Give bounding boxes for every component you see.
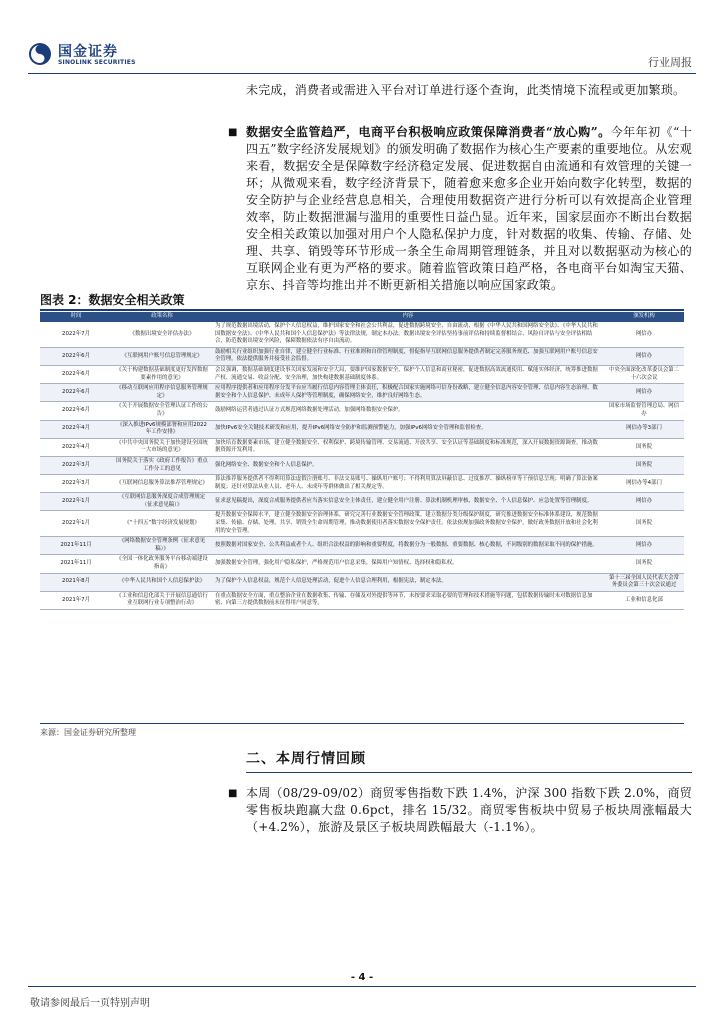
policy-table [40, 312, 684, 610]
cell-date: 2022年6月 [40, 384, 112, 402]
cell-content: 应用程序提供者和应用程序分发平台应当履行信息内容管理主体责任，积极配合国家实施网络可信身份战略，建立健全信息内容安全管理、信息内容生态治理、数据安全和个人信息保护、未成年人保护等管理制度，确保网络安全，维护良好网络生态。 [212, 384, 604, 402]
figure-title: 图表 2：数据安全相关政策 [40, 293, 185, 307]
cell-policy-name: 《工业和信息化部关于开展信息通信行业互联网行业专项整治行动》 [112, 591, 212, 609]
column-header-date: 时间 [40, 312, 112, 322]
cell-policy-name: 《中共中央国务院关于加快建设全国统一大市场的意见》 [112, 438, 212, 456]
cell-date: 2021年7月 [40, 591, 112, 609]
table-row [40, 456, 684, 474]
table-row [40, 555, 684, 573]
footer-divider [28, 986, 696, 987]
cell-issuer: 网信办等3部门 [604, 420, 684, 438]
table-row [40, 493, 684, 511]
column-header-policy: 政策名称 [112, 312, 212, 322]
cell-issuer: 网信办 [604, 537, 684, 555]
figure-source: 来源：国金证券研究所整理 [40, 728, 136, 737]
cell-content: 征求意见稿提出，深度合成服务提供者应当落实信息安全主体责任，建立健全用户注册、算法机制机理审核、数据安全、个人信息保护、应急处置等管理制度。 [212, 493, 604, 511]
cell-issuer: 网信办 [604, 384, 684, 402]
table-row [40, 365, 684, 383]
cell-content: 为了规范数据出境活动，保护个人信息权益，维护国家安全和社会公共利益，促进数据跨境安全、自由流动，根据《中华人民共和国网络安全法》、《中华人民共和国数据安全法》、《中华人民共和国个人信息保护法》等法律法规，制定本办法。数据出境安全评估坚持事前评估和持续监督相结合、风险自评估与安全评估相结合，防范数据出境安全风险，保障数据依法有序自由流动。 [212, 322, 604, 347]
cell-date: 2021年11月 [40, 537, 112, 555]
page-number: - 4 - [350, 972, 374, 983]
cell-date: 2022年1月 [40, 493, 112, 511]
cell-issuer: 国务院 [604, 511, 684, 537]
cell-content: 会议强调，数据基础制度建设事关国家发展和安全大局，要维护国家数据安全，保护个人信息和商业秘密，促进数据高效流通使用、赋能实体经济，统筹推进数据产权、流通交易、收益分配、安全治理，加快构建数据基础制度体系。 [212, 365, 604, 383]
cell-issuer: 网信办 [604, 493, 684, 511]
sinolink-logo-icon [28, 42, 52, 66]
cell-content: 加快IPv6安全关键技术研发和应用，提升IPv6网络安全防护和监测预警能力，加强IPv6网络安全管理和监督检查。 [212, 420, 604, 438]
cell-date: 2021年11月 [40, 555, 112, 573]
column-header-content: 内容 [212, 312, 604, 322]
report-type: 行业周报 [648, 56, 692, 69]
cell-policy-name: 《中华人民共和国个人信息保护法》 [112, 573, 212, 591]
paragraph-data-security [246, 124, 692, 294]
cell-issuer: 网信办等4部门 [604, 475, 684, 493]
cell-policy-name: 《“十四五”数字经济发展规划》 [112, 511, 212, 537]
table-row [40, 475, 684, 493]
cell-content: 在重点数据安全方面，重点整治企业在数据收集、传输、存储及对外提供等环节，未按要求采取必要的管理和技术措施等问题，包括数据传输时未对数据信息加密、向第三方提供数据前未征得用户同意等。 [212, 591, 604, 609]
cell-policy-name: 《互联网用户账号信息管理规定》 [112, 347, 212, 365]
cell-date: 2022年6月 [40, 402, 112, 420]
logo-english-name: SINOLINK SECURITIES [58, 59, 136, 66]
cell-policy-name: 《深入推进IPv6规模部署和应用2022年工作安排》 [112, 420, 212, 438]
cell-content: 加快培育数据要素市场，建立健全数据安全、权利保护、跨境传输管理、交易流通、开放共享、安全认证等基础制度和标准规范，深入开展数据资源调查，推动数据资源开发利用。 [212, 438, 604, 456]
cell-policy-name: 《互联网信息服务深度合成管理规定（征求意见稿）》 [112, 493, 212, 511]
cell-issuer: 国家市场监督管理总局、网信办 [604, 402, 684, 420]
cell-content: 提升数据安全保障水平，建立健全数据安全治理体系，研究完善行业数据安全管理政策。建立数据分类分级保护制度，研究推进数据安全标准体系建设，规范数据采集、传输、存储、处理、共享、销毁全生命周期管理，推动数据使用者落实数据安全保护责任。依法依规加强政务数据安全保护，做好政务数据开放和社会化利用的安全管理。 [212, 511, 604, 537]
cell-issuer: 网信办 [604, 322, 684, 347]
cell-policy-name: 《关于开展数据安全管理认证工作的公告》 [112, 402, 212, 420]
table-row [40, 384, 684, 402]
cell-date: 2022年1月 [40, 511, 112, 537]
cell-date: 2021年8月 [40, 573, 112, 591]
cell-content: 鼓励网络运营者通过认证方式规范网络数据处理活动，加强网络数据安全保护。 [212, 402, 604, 420]
figure-title-rule [40, 309, 684, 311]
cell-content: 强化网络安全、数据安全和个人信息保护。 [212, 456, 604, 474]
cell-policy-name: 《全国一体化政务服务平台移动端建设指南》 [112, 555, 212, 573]
cell-policy-name: 《移动互联网应用程序信息服务管理规定》 [112, 384, 212, 402]
table-row [40, 438, 684, 456]
table-row [40, 322, 684, 347]
column-header-issuer: 颁发机构 [604, 312, 684, 322]
cell-issuer: 国务院 [604, 555, 684, 573]
cell-date: 2022年3月 [40, 456, 112, 474]
cell-content: 为了保护个人信息权益，规范个人信息处理活动，促进个人信息合理利用，根据宪法，制定本法。 [212, 573, 604, 591]
table-row [40, 537, 684, 555]
table-row [40, 573, 684, 591]
cell-date: 2022年4月 [40, 438, 112, 456]
paragraph-body: 今年年初《“十四五”数字经济发展规划》的颁发明确了数据作为核心生产要素的重要地位。从宏观来看，数据安全是保障数字经济稳定发展、促进数据自由流通和有效管理的关键一环；从微观来看，数字经济背景下，随着愈来愈多企业开始向数字化转型，数据的安全防护与企业经营息息相关，合理使用数据资产进行分析可以有效提高企业管理效率，防止数据泄漏与滥用的重要性日益凸显。近年来，国家层面亦不断出台数据安全相关政策以加强对用户个人隐私保护力度，针对数据的收集、传输、存储、处理、共享、销毁等环节形成一条全生命周期管理链条，并且对以数据驱动为核心的互联网企业有更为严格的要求。随着监管政策日趋严格，各电商平台如淘宝天猫、京东、抖音等均推出并不断更新相关措施以响应国家政策。 [246, 125, 692, 292]
bullet-square-icon: ■ [228, 127, 238, 138]
table-row [40, 402, 684, 420]
cell-issuer: 中央全面深化改革委员会第二十六次会议 [604, 365, 684, 383]
paragraph-continued: 未完成，消费者或需进入平台对订单进行逐个查询，此类情境下流程或更加繁琐。 [246, 83, 686, 97]
cell-issuer: 网信办 [604, 347, 684, 365]
header-divider [28, 73, 696, 74]
cell-date: 2022年6月 [40, 347, 112, 365]
cell-content: 算法推荐服务提供者不得利用算法虚假注册账号、非法交易账号、操纵用户账号；不得利用算法屏蔽信息、过度推荐、操纵榜单等干预信息呈现；明确了算法备案制度；还针对算法从业人员、老年人、未成年等群体做出了相关规定等。 [212, 475, 604, 493]
cell-policy-name: 《互联网信息服务算法推荐管理规定》 [112, 475, 212, 493]
cell-date: 2022年3月 [40, 475, 112, 493]
logo-chinese-name: 国金证券 [58, 44, 118, 60]
cell-date: 2022年6月 [40, 365, 112, 383]
cell-policy-name: 《数据出境安全评估办法》 [112, 322, 212, 347]
table-header-row [40, 312, 684, 322]
cell-content: 鼓励相关行业组织加强行业自律，建立健全行业标准、行业准则和自律管理制度，督促指导互联网信息服务提供者制定完善服务规范、加强互联网用户账号信息安全管理，依法提供服务并接受社会监督。 [212, 347, 604, 365]
table-row [40, 420, 684, 438]
footer-disclaimer: 敬请参阅最后一页特别声明 [30, 998, 150, 1009]
section-title: 二、本周行情回顾 [246, 751, 366, 767]
paragraph-market-review: 本周（08/29-09/02）商贸零售指数下跌 1.4%，沪深 300 指数下跌 2.0%，商贸零售板块跑赢大盘 0.6pct，排名 15/32。商贸零售板块中贸易子板块周涨幅最大（+4.2%），旅游及景区子板块周跌幅最大（-1.1%）。 [246, 786, 692, 834]
cell-content: 按照数据对国家安全、公共利益或者个人、组织合法权益的影响和重要程度，将数据分为一般数据、重要数据、核心数据，不同级别的数据采取不同的保护措施。 [212, 537, 604, 555]
source-divider [40, 723, 684, 724]
cell-policy-name: 《关于构建数据基础制度更好发挥数据要素作用的意见》 [112, 365, 212, 383]
cell-policy-name: 国务院关于落实《政府工作报告》重点工作分工的意见 [112, 456, 212, 474]
cell-issuer: 工业和信息化部 [604, 591, 684, 609]
cell-policy-name: 《网络数据安全管理条例（征求意见稿）》 [112, 537, 212, 555]
cell-issuer: 国务院 [604, 438, 684, 456]
bullet-square-icon: ■ [228, 788, 238, 799]
section-divider [246, 772, 692, 773]
cell-issuer: 第十三届全国人民代表大会常务委员会第三十次会议通过 [604, 573, 684, 591]
table-row [40, 591, 684, 609]
table-row [40, 511, 684, 537]
cell-date: 2022年7月 [40, 322, 112, 347]
cell-issuer: 国务院 [604, 456, 684, 474]
table-row [40, 347, 684, 365]
company-logo [28, 40, 148, 70]
cell-content: 加强数据安全管理，强化用户隐私保护，严格规范用户信息采集，保障用户知情权、选择权和隐私权。 [212, 555, 604, 573]
cell-date: 2022年4月 [40, 420, 112, 438]
paragraph-lead: 数据安全监管趋严，电商平台积极响应政策保障消费者“放心购”。 [246, 125, 611, 139]
